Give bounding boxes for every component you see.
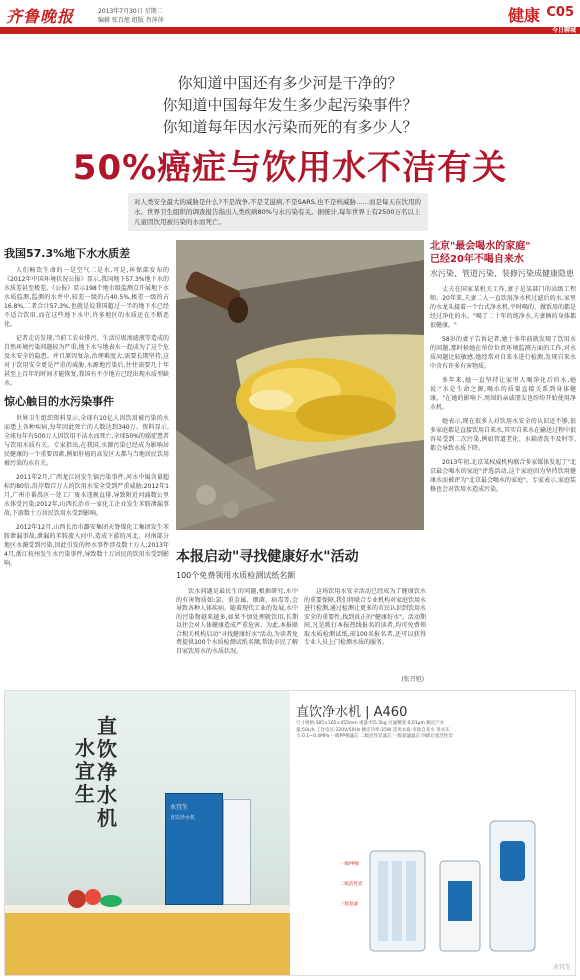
left-paragraph: 人们畅饮生命的一是空气二是水,可是,环保部发布的《2012年中国环境状况公报》显示,我国地下57.3%地下水的水质差甚至极差。《公报》显示198个地市级监测点开展地下水水质监测,监测的水井中,较差一级的占40.5%,极差一级的占16.8%,二者合计57.3%,也就是说我国超过一半的地下水已经不适合饮用,而在这些地下水中,许多地区的水质还在不断恶化。 — [4, 267, 169, 328]
pollution-photo — [176, 240, 424, 530]
right-column — [430, 240, 576, 680]
product-box-label: 水宜生 — [170, 804, 189, 811]
section-tag: 今日聊城 — [551, 27, 576, 34]
header-divider-bar — [0, 27, 580, 34]
middle-subheading: 100个免费领用水质检测试纸名额 — [176, 571, 296, 580]
middle-body — [176, 588, 426, 678]
section-title: 健康 — [507, 6, 540, 25]
ad-calligraphy-1: 水宜生 — [75, 736, 95, 806]
right-heading-line-2: 已经20年不喝自来水 — [430, 254, 524, 265]
middle-column-2: 这场饮用水安全活动已经成为了健康饮水的重要保障,我们将联合专业机构对家庭饮用水进行检测,通过检测让更多的市民认识到饮用水安全的重要性,找到真正的"健康好水"。活动期间,凡是拨打本报热线报名的读者,均可免费领取水质检测试纸,前100名报名者,还可以获得专业人员上门检测水质的服务。 — [304, 588, 426, 646]
left-paragraph: 世界卫生组织资料显示,全球有10亿人因饮用被污染的水而患上各种疾病,每年因此死亡的人数达到340万。资料显示,全球每年有500万人因饮用不洁水而死亡,全球50%的癌症患者与饮用水质有关。专家指出,在我国,水源污染已经成为影响居民健康的一个重要因素,例如肝癌的高发区大都与当地居民饮用被污染的水有关。 — [4, 415, 169, 467]
left-paragraph: 2012年12月,山西长治市潞安集团天脊煤化工集团发生苯胺泄漏事故,泄漏的苯胺流入河中,造成下游的河北、河南部分地区水源受到污染,因此引发的停水事件涉及数十万人;2013年4月,浙江杭州发生水污染事件,导致数十万居民的饮用水受到影响。 — [4, 524, 169, 567]
product-title: 直饮净水机 | A460 — [296, 705, 408, 720]
right-paragraph: 她表示,现在很多人对饮用水安全的认识还不够,很多家庭都是直接饮用自来水,其实自来水在输送过程中很容易受到二次污染,例如管道老化、水箱清洗不及时等,都会导致水质下降。 — [430, 418, 576, 452]
kitchen-counter — [5, 913, 290, 976]
right-paragraph: 多年来,她一直坚持让家里人喝净化后的水,她说:"水是生命之源,喝水的质量直接关系到身体健康。"在她的影响下,周围的亲戚朋友也纷纷开始使用净水机。 — [430, 377, 576, 411]
left-heading-2: 惊心触目的水污染事件 — [4, 395, 114, 408]
vegetables-icon — [65, 881, 125, 911]
middle-headline: 本报启动"寻找健康好水"活动 — [176, 549, 359, 565]
callout-stage-2: 二级活性炭 — [340, 882, 363, 887]
left-column — [4, 245, 169, 685]
question-3: 你知道每年因水污染而死的有多少人？ — [162, 118, 418, 136]
product-box — [165, 793, 223, 905]
pollution-photo-illustration — [176, 240, 424, 530]
product-unit-small — [223, 799, 251, 905]
page-number: C05 — [546, 5, 574, 20]
page-header — [0, 0, 580, 36]
right-paragraph: 丈夫在国家某机关工作,妻子是某部门的高级工程师。20年来,夫妻二人一直饮用净水机过滤后的水,家里的水龙头接着一个台式净水机,平时喝的、做饭用的都是经过净化的水。"喝了二十年的纯净水,夫妻俩的身体都很健康。" — [430, 286, 576, 329]
right-paragraph: 2013年初,北京某权威机构联合多家媒体发起了"北京最会喝水的家庭"评选活动,这个家庭因为坚持饮用健康水而被评为"北京最会喝水的家庭"。专家表示,家庭装修也会对饮用水造成污染。 — [430, 459, 576, 493]
left-paragraph: 2011年2月,广西龙江河发生镉污染事件,河水中镉含量超标约80倍,沿岸数百万人的饮用水安全受到严重威胁;2012年1月,广州市番禺区一处工厂废水违规直排,导致附近河涌数公里水体受污染;2012年,山西长治市一家化工企业发生苯胺泄漏事故,下游数十万居民饮用水受到影响。 — [4, 474, 169, 517]
product-specs: 尺寸规格:385×165×455mm 重量:约5.5kg 过滤精度:0.01μm 额定产水量:50L/h 工作电压:220V/50Hz 额定功率:25W 适用水质:市政自来水 进水压力:0.1~0.4MPa 一级PP棉滤芯 二级活性炭滤芯 三级超滤滤芯 四级后置活性炭 — [296, 721, 453, 739]
callout-stage-1: 一级PP棉 — [340, 862, 359, 867]
ad-product-panel — [290, 691, 576, 976]
right-paragraph: 58岁的妻子告诉记者,她十多年前就发现了饮用水的问题,那时候她在单位负责环境监测方面的工作,对水质问题比较敏感,她经常对自来水进行检测,发现自来水中含有许多有害物质。 — [430, 336, 576, 370]
purifier-product-icon — [360, 811, 540, 961]
ad-kitchen-scene — [5, 691, 290, 976]
main-headline: 50%癌症与饮用水不洁有关 — [72, 148, 508, 188]
question-2: 你知道中国每年发生多少起污染事件？ — [162, 96, 418, 114]
editor-line: 编辑 张百旭 组版 肖萍萍 — [98, 17, 164, 24]
brand-stamp: 水宜生 — [552, 964, 571, 971]
masthead-logo: 齐鲁晚报 — [6, 7, 75, 26]
right-subheading: 水污染、管道污染、装修污染成健康隐患 — [430, 269, 574, 278]
middle-column-1: 饮水问题是最民生的问题,根据研究,水中的有害物质如:氯、重金属、细菌、病毒等,会导致各种人体疾病。随着现代工业的发展,水中的污染物越来越多,如果不加处理就饮用,长期以往会对人体健康造成严重危害。为此,本报联合相关机构启动"寻找健康好水"活动,为读者免费提供100个水质检测试纸名额,帮助市民了解自家饮用水的水质状况。 — [176, 588, 298, 655]
left-heading-1: 我国57.3%地下水水质差 — [4, 247, 131, 260]
callout-stage-3: 三级超滤 — [340, 902, 358, 907]
advertisement — [4, 690, 576, 976]
product-box-brand: 直饮净水机 — [170, 815, 196, 821]
left-paragraph: 记者走访发现,当前工农业排污、生活垃圾渗滤液等造成的自然环境污染问题较为严重,地下水与地表水一起成为了这个危及水安全的隐患。并且原因复杂,治理难度大,需要长期坚持,这对于饮用安全更是严重的威胁,水源地污染后,往往需要几十年甚至上百年的时间才能恢复,我国有不少地方已经出现水质型缺水。 — [4, 335, 169, 387]
question-1: 你知道中国还有多少河是干净的？ — [177, 74, 403, 92]
date-line: 2013年7月30日 星期二 — [98, 8, 163, 15]
ad-calligraphy-2: 直饮净水机 — [97, 714, 117, 830]
middle-byline: (张召旭) — [401, 676, 424, 683]
lead-box: 对人类安全最大的威胁是什么?不是战争,不是艾滋病,不是SARS,也不是核威胁……而是每天在饮用的水。世界卫生组织的调查报告指出人类疾病80%与水污染有关。据统计,每年世界上有2500万名以上儿童因饮用被污染的水而死亡。 — [128, 193, 428, 231]
right-heading-line-1: 北京"最会喝水的家庭" — [430, 241, 531, 252]
